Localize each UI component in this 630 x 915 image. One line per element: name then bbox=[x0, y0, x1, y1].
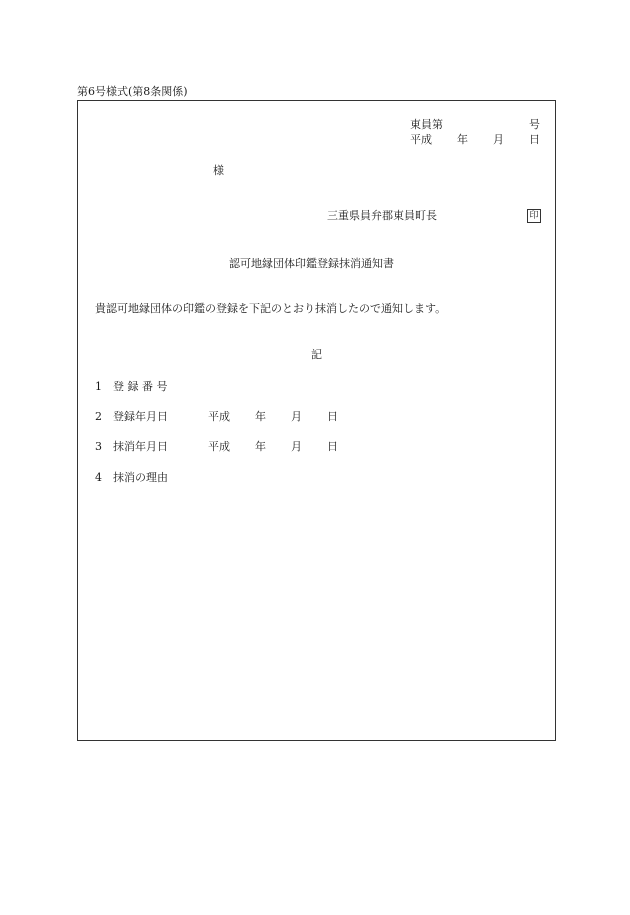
item-2-label: 登録年月日 bbox=[113, 410, 168, 423]
item-2-day-label: 日 bbox=[327, 410, 338, 423]
form-number-label: 第6号様式(第8条関係) bbox=[77, 85, 188, 98]
issue-date-era: 平成 bbox=[410, 133, 432, 146]
item-2-year-label: 年 bbox=[255, 410, 266, 423]
issue-number-prefix: 東員第 bbox=[410, 118, 443, 131]
item-3-label: 抹消年月日 bbox=[113, 440, 168, 453]
item-1-label: 登 録 番 号 bbox=[113, 380, 168, 393]
item-4-number: 4 bbox=[95, 471, 102, 484]
issue-date-month-label: 月 bbox=[493, 133, 504, 146]
issue-date-day-label: 日 bbox=[529, 133, 540, 146]
issuer-name: 三重県員弁郡東員町長 bbox=[327, 209, 437, 222]
item-3-year-label: 年 bbox=[255, 440, 266, 453]
item-3-number: 3 bbox=[95, 440, 102, 453]
record-heading: 記 bbox=[311, 348, 322, 361]
item-1-number: 1 bbox=[95, 380, 102, 393]
item-3-era: 平成 bbox=[208, 440, 230, 453]
document-title: 認可地縁団体印鑑登録抹消通知書 bbox=[229, 257, 394, 270]
seal-mark: 印 bbox=[527, 209, 541, 223]
addressee-suffix: 様 bbox=[213, 164, 224, 177]
item-2-number: 2 bbox=[95, 410, 102, 423]
item-3-month-label: 月 bbox=[291, 440, 302, 453]
item-2-era: 平成 bbox=[208, 410, 230, 423]
notification-body-text: 貴認可地縁団体の印鑑の登録を下記のとおり抹消したので通知します。 bbox=[95, 302, 447, 315]
item-3-day-label: 日 bbox=[327, 440, 338, 453]
item-4-label: 抹消の理由 bbox=[113, 471, 168, 484]
issue-number-suffix: 号 bbox=[529, 118, 540, 131]
item-2-month-label: 月 bbox=[291, 410, 302, 423]
issue-date-year-label: 年 bbox=[457, 133, 468, 146]
